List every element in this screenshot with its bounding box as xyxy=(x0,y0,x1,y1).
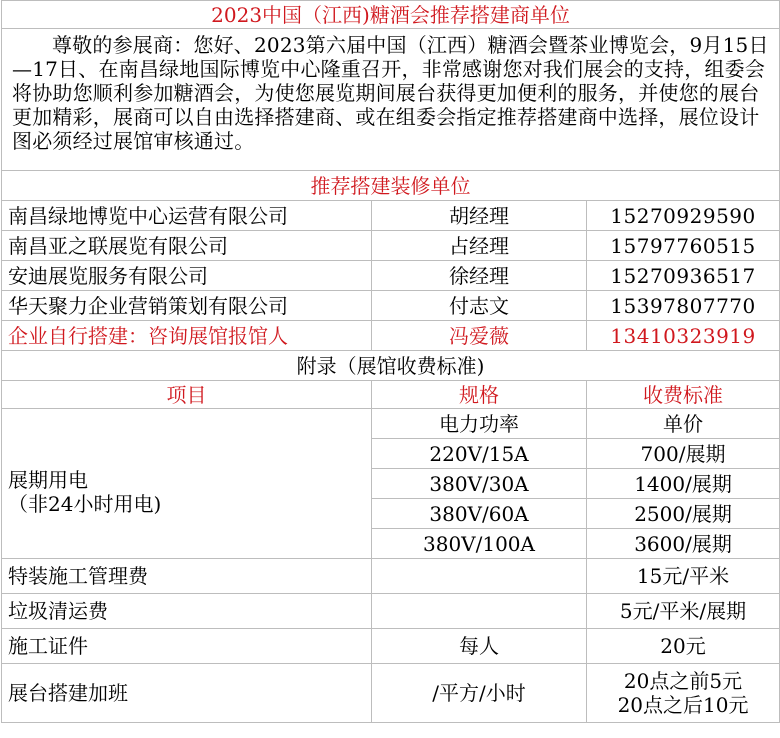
company-name: 华天聚力企业营销策划有限公司 xyxy=(2,291,372,321)
company-phone: 15270936517 xyxy=(587,261,780,291)
company-row xyxy=(2,261,780,291)
power-spec: 380V/60A xyxy=(372,499,587,529)
power-price: 1400/展期 xyxy=(587,469,780,499)
exhibition-builder-sheet xyxy=(1,0,780,723)
power-subheader-row xyxy=(2,409,780,439)
fee-price: 20元 xyxy=(587,629,780,664)
company-contact: 胡经理 xyxy=(372,201,587,231)
overtime-price-cell xyxy=(587,664,780,723)
fee-row xyxy=(2,594,780,629)
overtime-price-line1: 20点之前5元 xyxy=(623,669,743,693)
power-price: 3600/展期 xyxy=(587,529,780,559)
company-name: 安迪展览服务有限公司 xyxy=(2,261,372,291)
power-spec-header: 电力功率 xyxy=(372,409,587,439)
self-build-contact: 冯爱薇 xyxy=(372,321,587,351)
overtime-row xyxy=(2,664,780,723)
overtime-item: 展台搭建加班 xyxy=(2,664,372,723)
company-row xyxy=(2,291,780,321)
self-build-name: 企业自行搭建：咨询展馆报馆人 xyxy=(2,321,372,351)
power-price-header: 单价 xyxy=(587,409,780,439)
fee-header-item: 项目 xyxy=(2,381,372,409)
fee-item: 特装施工管理费 xyxy=(2,559,372,594)
company-phone: 15797760515 xyxy=(587,231,780,261)
overtime-price-line2: 20点之后10元 xyxy=(617,693,749,717)
power-price: 2500/展期 xyxy=(587,499,780,529)
fee-spec xyxy=(372,594,587,629)
intro-paragraph: 尊敬的参展商：您好、2023第六届中国（江西）糖酒会暨茶业博览会，9月15日—17日、在南昌绿地国际博览中心隆重召开，非常感谢您对我们展会的支持，组委会将协助您顺利参加糖酒会，为使您展览期间展台获得更加便利的服务，并使您的展台更加精彩，展商可以自由选择搭建商、或在组委会指定推荐搭建商中选择，展位设计图必须经过展馆审核通过。 xyxy=(12,33,769,153)
fee-spec xyxy=(372,559,587,594)
fee-header-row xyxy=(2,381,780,409)
company-row xyxy=(2,201,780,231)
fee-spec: 每人 xyxy=(372,629,587,664)
fee-row xyxy=(2,629,780,664)
power-price: 700/展期 xyxy=(587,439,780,469)
sheet-title: 2023中国（江西)糖酒会推荐搭建商单位 xyxy=(2,1,780,29)
company-phone: 15397807770 xyxy=(587,291,780,321)
power-item-line1: 展期用电 xyxy=(8,467,88,492)
intro-cell xyxy=(2,29,780,171)
recommended-header-row xyxy=(2,171,780,201)
appendix-title: 附录（展馆收费标准) xyxy=(2,351,780,381)
fee-item: 施工证件 xyxy=(2,629,372,664)
self-build-row xyxy=(2,321,780,351)
fee-header-spec: 规格 xyxy=(372,381,587,409)
company-name: 南昌亚之联展览有限公司 xyxy=(2,231,372,261)
power-spec: 380V/100A xyxy=(372,529,587,559)
fee-header-standard: 收费标准 xyxy=(587,381,780,409)
company-contact: 付志文 xyxy=(372,291,587,321)
title-row xyxy=(2,1,780,29)
company-name: 南昌绿地博览中心运营有限公司 xyxy=(2,201,372,231)
power-spec: 380V/30A xyxy=(372,469,587,499)
overtime-spec: /平方/小时 xyxy=(372,664,587,723)
company-contact: 占经理 xyxy=(372,231,587,261)
power-item-line2: （非24小时用电) xyxy=(8,491,162,516)
company-phone: 15270929590 xyxy=(587,201,780,231)
company-row xyxy=(2,231,780,261)
power-item-cell xyxy=(2,409,372,559)
power-spec: 220V/15A xyxy=(372,439,587,469)
fee-price: 5元/平米/展期 xyxy=(587,594,780,629)
appendix-header-row xyxy=(2,351,780,381)
fee-price: 15元/平米 xyxy=(587,559,780,594)
recommended-title: 推荐搭建装修单位 xyxy=(2,171,780,201)
company-contact: 徐经理 xyxy=(372,261,587,291)
fee-item: 垃圾清运费 xyxy=(2,594,372,629)
self-build-phone: 13410323919 xyxy=(587,321,780,351)
intro-row xyxy=(2,29,780,171)
fee-row xyxy=(2,559,780,594)
